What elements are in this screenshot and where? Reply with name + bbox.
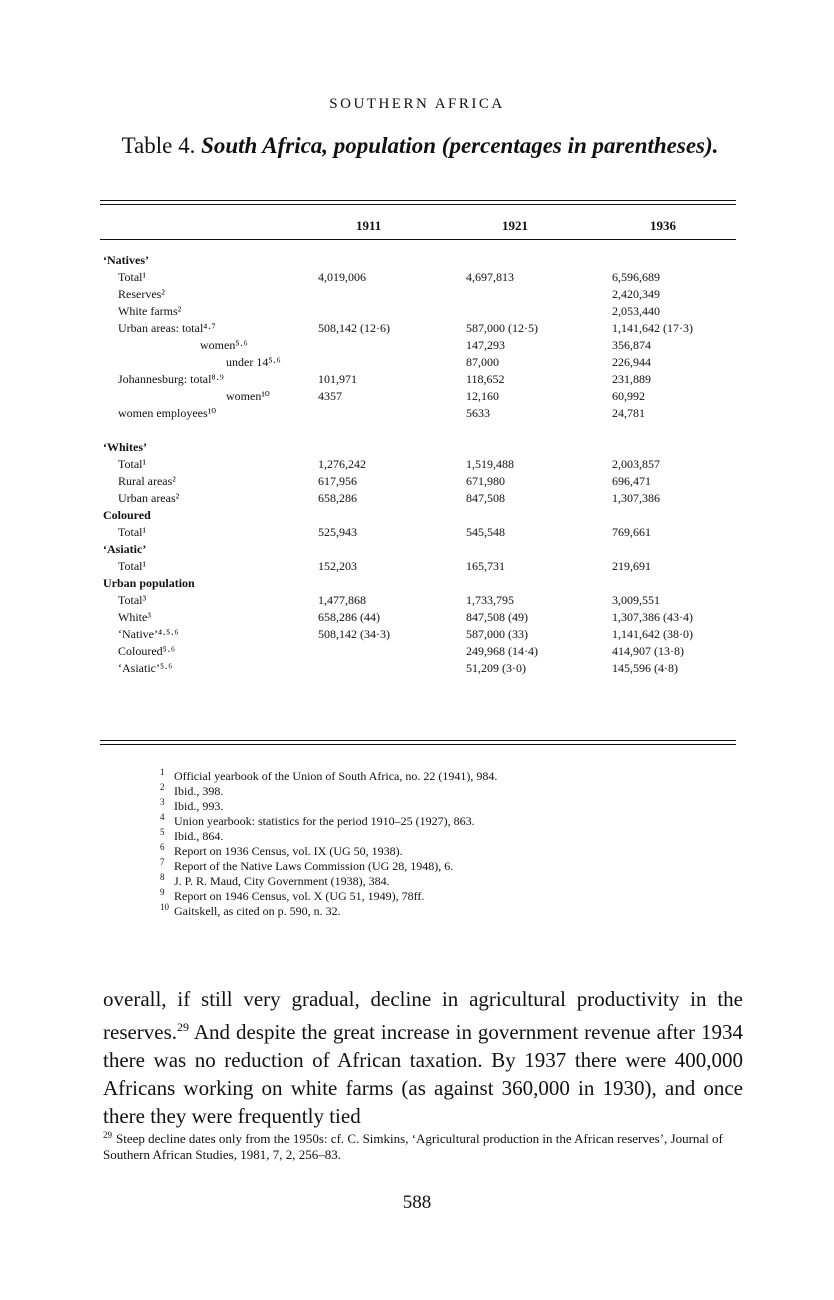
cell-1936: 2,053,440 <box>612 304 660 318</box>
column-header-1921: 1921 <box>502 218 528 233</box>
footnote: 6 Report on 1936 Census, vol. IX (UG 50, 1938). <box>160 842 403 858</box>
cell-1936: 3,009,551 <box>612 593 660 607</box>
cell-1936: 2,003,857 <box>612 457 660 471</box>
row-label: Reserves² <box>118 287 165 301</box>
table-caption: South Africa, population (percentages in parentheses). <box>201 133 719 158</box>
cell-1911: 1,477,868 <box>318 593 366 607</box>
cell-1921: 249,968 (14·4) <box>466 644 538 658</box>
cell-1936: 1,141,642 (38·0) <box>612 627 693 641</box>
cell-1921: 118,652 <box>466 372 505 386</box>
table-row <box>0 422 834 439</box>
row-label: ‘Whites’ <box>103 440 147 454</box>
page-number: 588 <box>402 1192 432 1213</box>
cell-1911: 617,956 <box>318 474 357 488</box>
row-label: Total³ <box>118 593 147 607</box>
cell-1936: 24,781 <box>612 406 645 420</box>
cell-1911: 508,142 (12·6) <box>318 321 390 335</box>
column-header-1936: 1936 <box>650 218 676 233</box>
row-label: Coloured <box>103 508 151 522</box>
cell-1936: 356,874 <box>612 338 651 352</box>
footnote-text: Report on 1936 Census, vol. IX (UG 50, 1938). <box>174 844 403 858</box>
cell-1911: 658,286 (44) <box>318 610 380 624</box>
footnote-text: Report on 1946 Census, vol. X (UG 51, 1949), 78ff. <box>174 889 425 903</box>
body-paragraph <box>103 985 743 1130</box>
cell-1936: 231,889 <box>612 372 651 386</box>
cell-1936: 769,661 <box>612 525 651 539</box>
cell-1921: 12,160 <box>466 389 499 403</box>
table-row <box>0 660 834 677</box>
cell-1936: 6,596,689 <box>612 270 660 284</box>
table-row <box>0 371 834 388</box>
cell-1921: 165,731 <box>466 559 505 573</box>
body-text-part-1: overall, if still very gradual, decline in agricultural productivity in the reserves. <box>103 987 743 1044</box>
footnote-text: Ibid., 864. <box>174 829 224 843</box>
cell-1936: 1,307,386 <box>612 491 660 505</box>
row-label: White farms² <box>118 304 182 318</box>
row-label: Urban areas: total⁴·⁷ <box>118 321 216 335</box>
row-label: women¹⁰ <box>226 389 270 403</box>
footnote: 4 Union yearbook: statistics for the period 1910–25 (1927), 863. <box>160 812 475 828</box>
column-header-1911: 1911 <box>356 218 382 233</box>
footnote-ref-29: 29 <box>177 1020 190 1034</box>
cell-1921: 671,980 <box>466 474 505 488</box>
table-number: Table 4. <box>121 133 196 158</box>
table-header-rule <box>100 239 736 240</box>
cell-1921: 87,000 <box>466 355 499 369</box>
cell-1936: 145,596 (4·8) <box>612 661 678 675</box>
table-row <box>0 507 834 524</box>
footnote-text: Steep decline dates only from the 1950s: cf. C. Simkins, ‘Agricultural production in the African reserves’, Journal of Southern African Studies, 1981, 7, 2, 256–83. <box>103 1131 723 1162</box>
table-body <box>0 252 834 677</box>
cell-1921: 1,519,488 <box>466 457 514 471</box>
row-label: Total¹ <box>118 457 147 471</box>
table-row <box>0 643 834 660</box>
cell-1936: 414,907 (13·8) <box>612 644 684 658</box>
table-row <box>0 524 834 541</box>
footnote-text: Ibid., 398. <box>174 784 224 798</box>
row-label: Urban areas² <box>118 491 180 505</box>
footnote-text: Official yearbook of the Union of South Africa, no. 22 (1941), 984. <box>174 769 498 783</box>
table-row <box>0 388 834 405</box>
row-label: Rural areas² <box>118 474 176 488</box>
row-label: ‘Natives’ <box>103 253 149 267</box>
footnote: 9 Report on 1946 Census, vol. X (UG 51, 1949), 78ff. <box>160 887 425 903</box>
row-label: women employees¹⁰ <box>118 406 217 420</box>
table-row <box>0 286 834 303</box>
cell-1921: 847,508 <box>466 491 505 505</box>
cell-1936: 1,141,642 (17·3) <box>612 321 693 335</box>
table-row <box>0 541 834 558</box>
cell-1936: 2,420,349 <box>612 287 660 301</box>
footnote-text: Report of the Native Laws Commission (UG 28, 1948), 6. <box>174 859 454 873</box>
cell-1936: 219,691 <box>612 559 651 573</box>
table-row <box>0 303 834 320</box>
table-top-rule <box>100 200 736 201</box>
cell-1911: 4357 <box>318 389 342 403</box>
cell-1921: 545,548 <box>466 525 505 539</box>
footnote: 10 Gaitskell, as cited on p. 590, n. 32. <box>160 902 341 918</box>
table-row <box>0 575 834 592</box>
cell-1921: 587,000 (12·5) <box>466 321 538 335</box>
table-title <box>100 133 740 159</box>
cell-1911: 525,943 <box>318 525 357 539</box>
cell-1936: 60,992 <box>612 389 645 403</box>
table-footnotes <box>160 769 760 919</box>
footnote-text: Ibid., 993. <box>174 799 224 813</box>
footnote-number: 29 <box>103 1129 112 1140</box>
cell-1911: 658,286 <box>318 491 357 505</box>
row-label: women⁵·⁶ <box>200 338 248 352</box>
table-top-rule-2 <box>100 204 736 205</box>
row-label: Urban population <box>103 576 195 590</box>
cell-1921: 847,508 (49) <box>466 610 528 624</box>
footnote: 1 Official yearbook of the Union of South Africa, no. 22 (1941), 984. <box>160 767 498 783</box>
row-label: Total¹ <box>118 559 147 573</box>
cell-1911: 152,203 <box>318 559 357 573</box>
footnote: 7 Report of the Native Laws Commission (UG 28, 1948), 6. <box>160 857 454 873</box>
footnote-text: Union yearbook: statistics for the period 1910–25 (1927), 863. <box>174 814 475 828</box>
table-row <box>0 626 834 643</box>
footnote-text: J. P. R. Maud, City Government (1938), 384. <box>174 874 390 888</box>
row-label: under 14⁵·⁶ <box>226 355 281 369</box>
cell-1921: 4,697,813 <box>466 270 514 284</box>
table-row <box>0 592 834 609</box>
row-label: ‘Native’⁴·⁵·⁶ <box>118 627 179 641</box>
footnote: 3 Ibid., 993. <box>160 797 224 813</box>
row-label: ‘Asiatic’⁵·⁶ <box>118 661 173 675</box>
table-row <box>0 252 834 269</box>
cell-1911: 4,019,006 <box>318 270 366 284</box>
cell-1936: 1,307,386 (43·4) <box>612 610 693 624</box>
row-label: Johannesburg: total⁸·⁹ <box>118 372 224 386</box>
table-bottom-rule <box>100 740 736 741</box>
page-footnote-29 <box>103 1131 743 1163</box>
cell-1921: 587,000 (33) <box>466 627 528 641</box>
table-bottom-rule-2 <box>100 744 736 745</box>
cell-1911: 508,142 (34·3) <box>318 627 390 641</box>
table-row <box>0 473 834 490</box>
running-head: SOUTHERN AFRICA <box>329 96 505 112</box>
cell-1921: 147,293 <box>466 338 505 352</box>
cell-1911: 1,276,242 <box>318 457 366 471</box>
row-label: ‘Asiatic’ <box>103 542 147 556</box>
row-label: Coloured⁵·⁶ <box>118 644 176 658</box>
row-label: Total¹ <box>118 525 147 539</box>
cell-1921: 51,209 (3·0) <box>466 661 526 675</box>
cell-1921: 5633 <box>466 406 490 420</box>
table-row <box>0 337 834 354</box>
table-row <box>0 456 834 473</box>
table-row <box>0 558 834 575</box>
row-label: White³ <box>118 610 151 624</box>
table-row <box>0 269 834 286</box>
table-row <box>0 320 834 337</box>
cell-1921: 1,733,795 <box>466 593 514 607</box>
table-row <box>0 609 834 626</box>
cell-1936: 226,944 <box>612 355 651 369</box>
cell-1911: 101,971 <box>318 372 357 386</box>
cell-1936: 696,471 <box>612 474 651 488</box>
footnote: 2 Ibid., 398. <box>160 782 224 798</box>
footnote: 8 J. P. R. Maud, City Government (1938), 384. <box>160 872 390 888</box>
footnote: 5 Ibid., 864. <box>160 827 224 843</box>
table-row <box>0 439 834 456</box>
row-label: Total¹ <box>118 270 147 284</box>
footnote-text: Gaitskell, as cited on p. 590, n. 32. <box>174 904 341 918</box>
table-row <box>0 354 834 371</box>
table-row <box>0 405 834 422</box>
table-row <box>0 490 834 507</box>
body-text-part-2: And despite the great increase in government revenue after 1934 there was no reduction of African taxation. By 1937 there were 400,000 Africans working on white farms (as against 360,000 in 1930), and once there they were frequently tied <box>103 1020 743 1128</box>
